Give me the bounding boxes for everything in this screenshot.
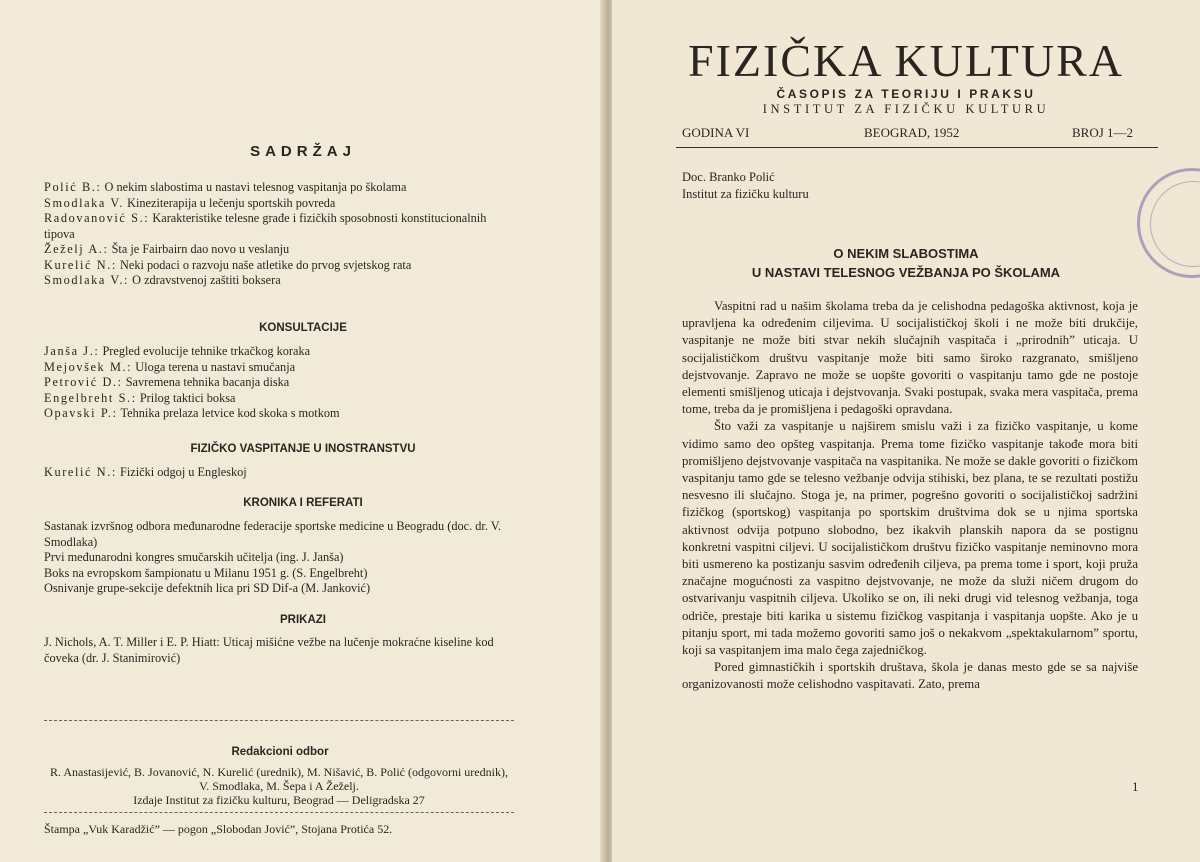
toc-entry: Osnivanje grupe-sekcije defektnih lica pri SD Dif-a (M. Janković) [44,581,371,595]
toc-entry: Engelbreht S.: Prilog taktici boksa [44,390,236,405]
contents-main-list [44,180,514,289]
institute-name: INSTITUT ZA FIZIČKU KULTURU [762,102,1050,116]
toc-entry: Petrović D.: Savremena tehnika bacanja diska [44,375,290,389]
divider-line [44,812,514,813]
toc-entry: Janša J.: Pregled evolucije tehnike trkačkog koraka [44,344,311,358]
year-label: GODINA VI [682,125,750,140]
section-title-konsultacije: KONSULTACIJE [259,322,347,334]
article-body [682,298,1138,694]
journal-subtitle: ČASOPIS ZA TEORIJU I PRAKSU [776,87,1036,101]
printer-line: Štampa „Vuk Karadžić” — pogon „Slobodan Jović”, Stojana Protića 52. [44,822,393,836]
article-paragraph: Vaspitni rad u našim školama treba da je celishodna pedagoška aktivnost, koja je upravljena ka određenim ciljevima. U socijalističkoj školi i ne može biti drukčije, vaspitanje ne može biti stvar nekih slučajnih vaspitača i „prirodnih” uticaja. U socijalističkom društvu vaspitanje može biti samo široko razgranato, smišljeno dejstvovanje. Zapravo ne može se uopšte govoriti o vaspitanju tamo gde ne postoje elementi smišljenog uticaja i dejstvovanja. Svaki postupak, svaka mera vaspitača, prema tome, treba da je promišljena i pedagoški opravdana. [682,299,1138,417]
article-title [612,244,1200,282]
contents-heading: SADRŽAJ [250,143,356,160]
place-date: BEOGRAD, 1952 [864,125,960,140]
toc-entry: Kurelić N.: Neki podaci o razvoju naše atletike do prvog svjetskog rata [44,257,412,272]
article-author: Doc. Branko Polić [682,170,775,184]
toc-entry: Radovanović S.: Karakteristike telesne građe i fizičkih sposobnosti konstitucionalnih tipova [44,211,487,241]
toc-entry: Polić B.: O nekim slabostima u nastavi telesnog vaspitanja po školama [44,180,407,194]
toc-entry: Mejovšek M.: Uloga terena u nastavi smučanja [44,359,296,374]
article-paragraph: Što važi za vaspitanje u najširem smislu važi i za fizičko vaspitanje, u kome vidimo samo deo opšteg vaspitanja. Prema tome fizičko vaspitanje takođe mora biti promišljeno dejstvovanje vaspitača na vaspitanika. Ne može se dakle govoriti o fizičkom vaspitanju tamo gde se telesno vežbanje odvija stihiski, bez plana, te se rezultati postižu nesvesno ili slučajno. Stoga je, na primer, pogrešno govoriti o socijalističkoj sadržini fizičkog (sportskog) vaspitanja po sportskim društvima dok se u njima sportska aktivnost odvija potpuno slobodno, bez ikakvih planskih napora da se postignu konkretni vaspitni ciljevi. U socijalističkom društvu fizičko vaspitanje neminovno mora biti usmereno ka postizanju sasvim određenih ciljeva, pa prema tome i sport, koji pruža značajne mogućnosti za vaspitno dejstvovanje, ne može da služi ničem drugom do ostvarivanju vaspitnih ciljeva. Ukoliko se on, ili neki drugi vid telesnog vežbanja, toga odriče, prestaje biti karika u sistemu fizičkog vaspitanja i vaspitanja uopšte. Ako je u pitanju sport, mi tada možemo govoriti samo još o nekakvom „spektakularnom” sportu, koji sa vaspitanjem ima malo čega zajedničkog. [682,419,1138,658]
section-title-inostranstvo: FIZIČKO VASPITANJE U INOSTRANSTVU [190,443,416,455]
journal-title: FIZIČKA KULTURA [688,35,1124,86]
section-title-kronika: KRONIKA I REFERATI [243,497,363,509]
article-paragraph: Pored gimnastičkih i sportskih društava, škola je danas mesto gde se sa najviše organizovanosti može celishodno vaspitavati. Zato, prema [682,660,1138,692]
toc-entry: Kurelić N.: Fizički odgoj u Engleskoj [44,465,247,479]
editorial-board-title: Redakcioni odbor [231,746,329,758]
toc-entry: Smodlaka V. Kineziterapija u lečenju sportskih povreda [44,195,336,210]
toc-entry: J. Nichols, A. T. Miller i E. P. Hiatt: Uticaj mišićne vežbe na lučenje mokraćne kiseline kod čoveka (dr. J. Stanimirović) [44,635,494,665]
inostranstvo-list [44,465,514,481]
kronika-list [44,519,514,597]
toc-entry: Sastanak izvršnog odbora međunarodne federacije sportske medicine u Beogradu (doc. dr. V. Smodlaka) [44,519,502,549]
issue-number: BROJ 1—2 [1072,125,1134,140]
editorial-board-members: R. Anastasijević, B. Jovanović, N. Kurelić (urednik), M. Nišavić, B. Polić (odgovorni urednik), V. Smodlaka, M. Šepa i A Žeželj. [50,765,508,793]
author-affiliation: Institut za fizičku kulturu [682,187,809,201]
article-title-line: O NEKIM SLABOSTIMA [833,246,979,261]
prikazi-list [44,635,514,666]
section-title-prikazi: PRIKAZI [280,614,326,626]
publisher-line: Izdaje Institut za fizičku kulturu, Beograd — Deligradska 27 [133,793,425,807]
divider-line [44,720,514,721]
toc-entry: Opavski P.: Tehnika prelaza letvice kod skoka s motkom [44,406,340,420]
toc-entry: Smodlaka V.: O zdravstvenoj zaštiti boksera [44,273,281,287]
editorial-board-text [44,765,514,807]
toc-entry: Prvi međunarodni kongres smučarskih učitelja (ing. J. Janša) [44,550,344,564]
article-title-line: U NASTAVI TELESNOG VEŽBANJA PO ŠKOLAMA [751,265,1061,280]
page-number: 1 [1132,779,1139,794]
masthead-rule [676,147,1158,148]
article-page [612,0,1200,862]
toc-entry: Žeželj A.: Šta je Fairbairn dao novo u veslanju [44,242,290,256]
toc-entry: Boks na evropskom šampionatu u Milanu 1951 g. (S. Engelbreht) [44,565,368,580]
konsultacije-list [44,344,514,422]
